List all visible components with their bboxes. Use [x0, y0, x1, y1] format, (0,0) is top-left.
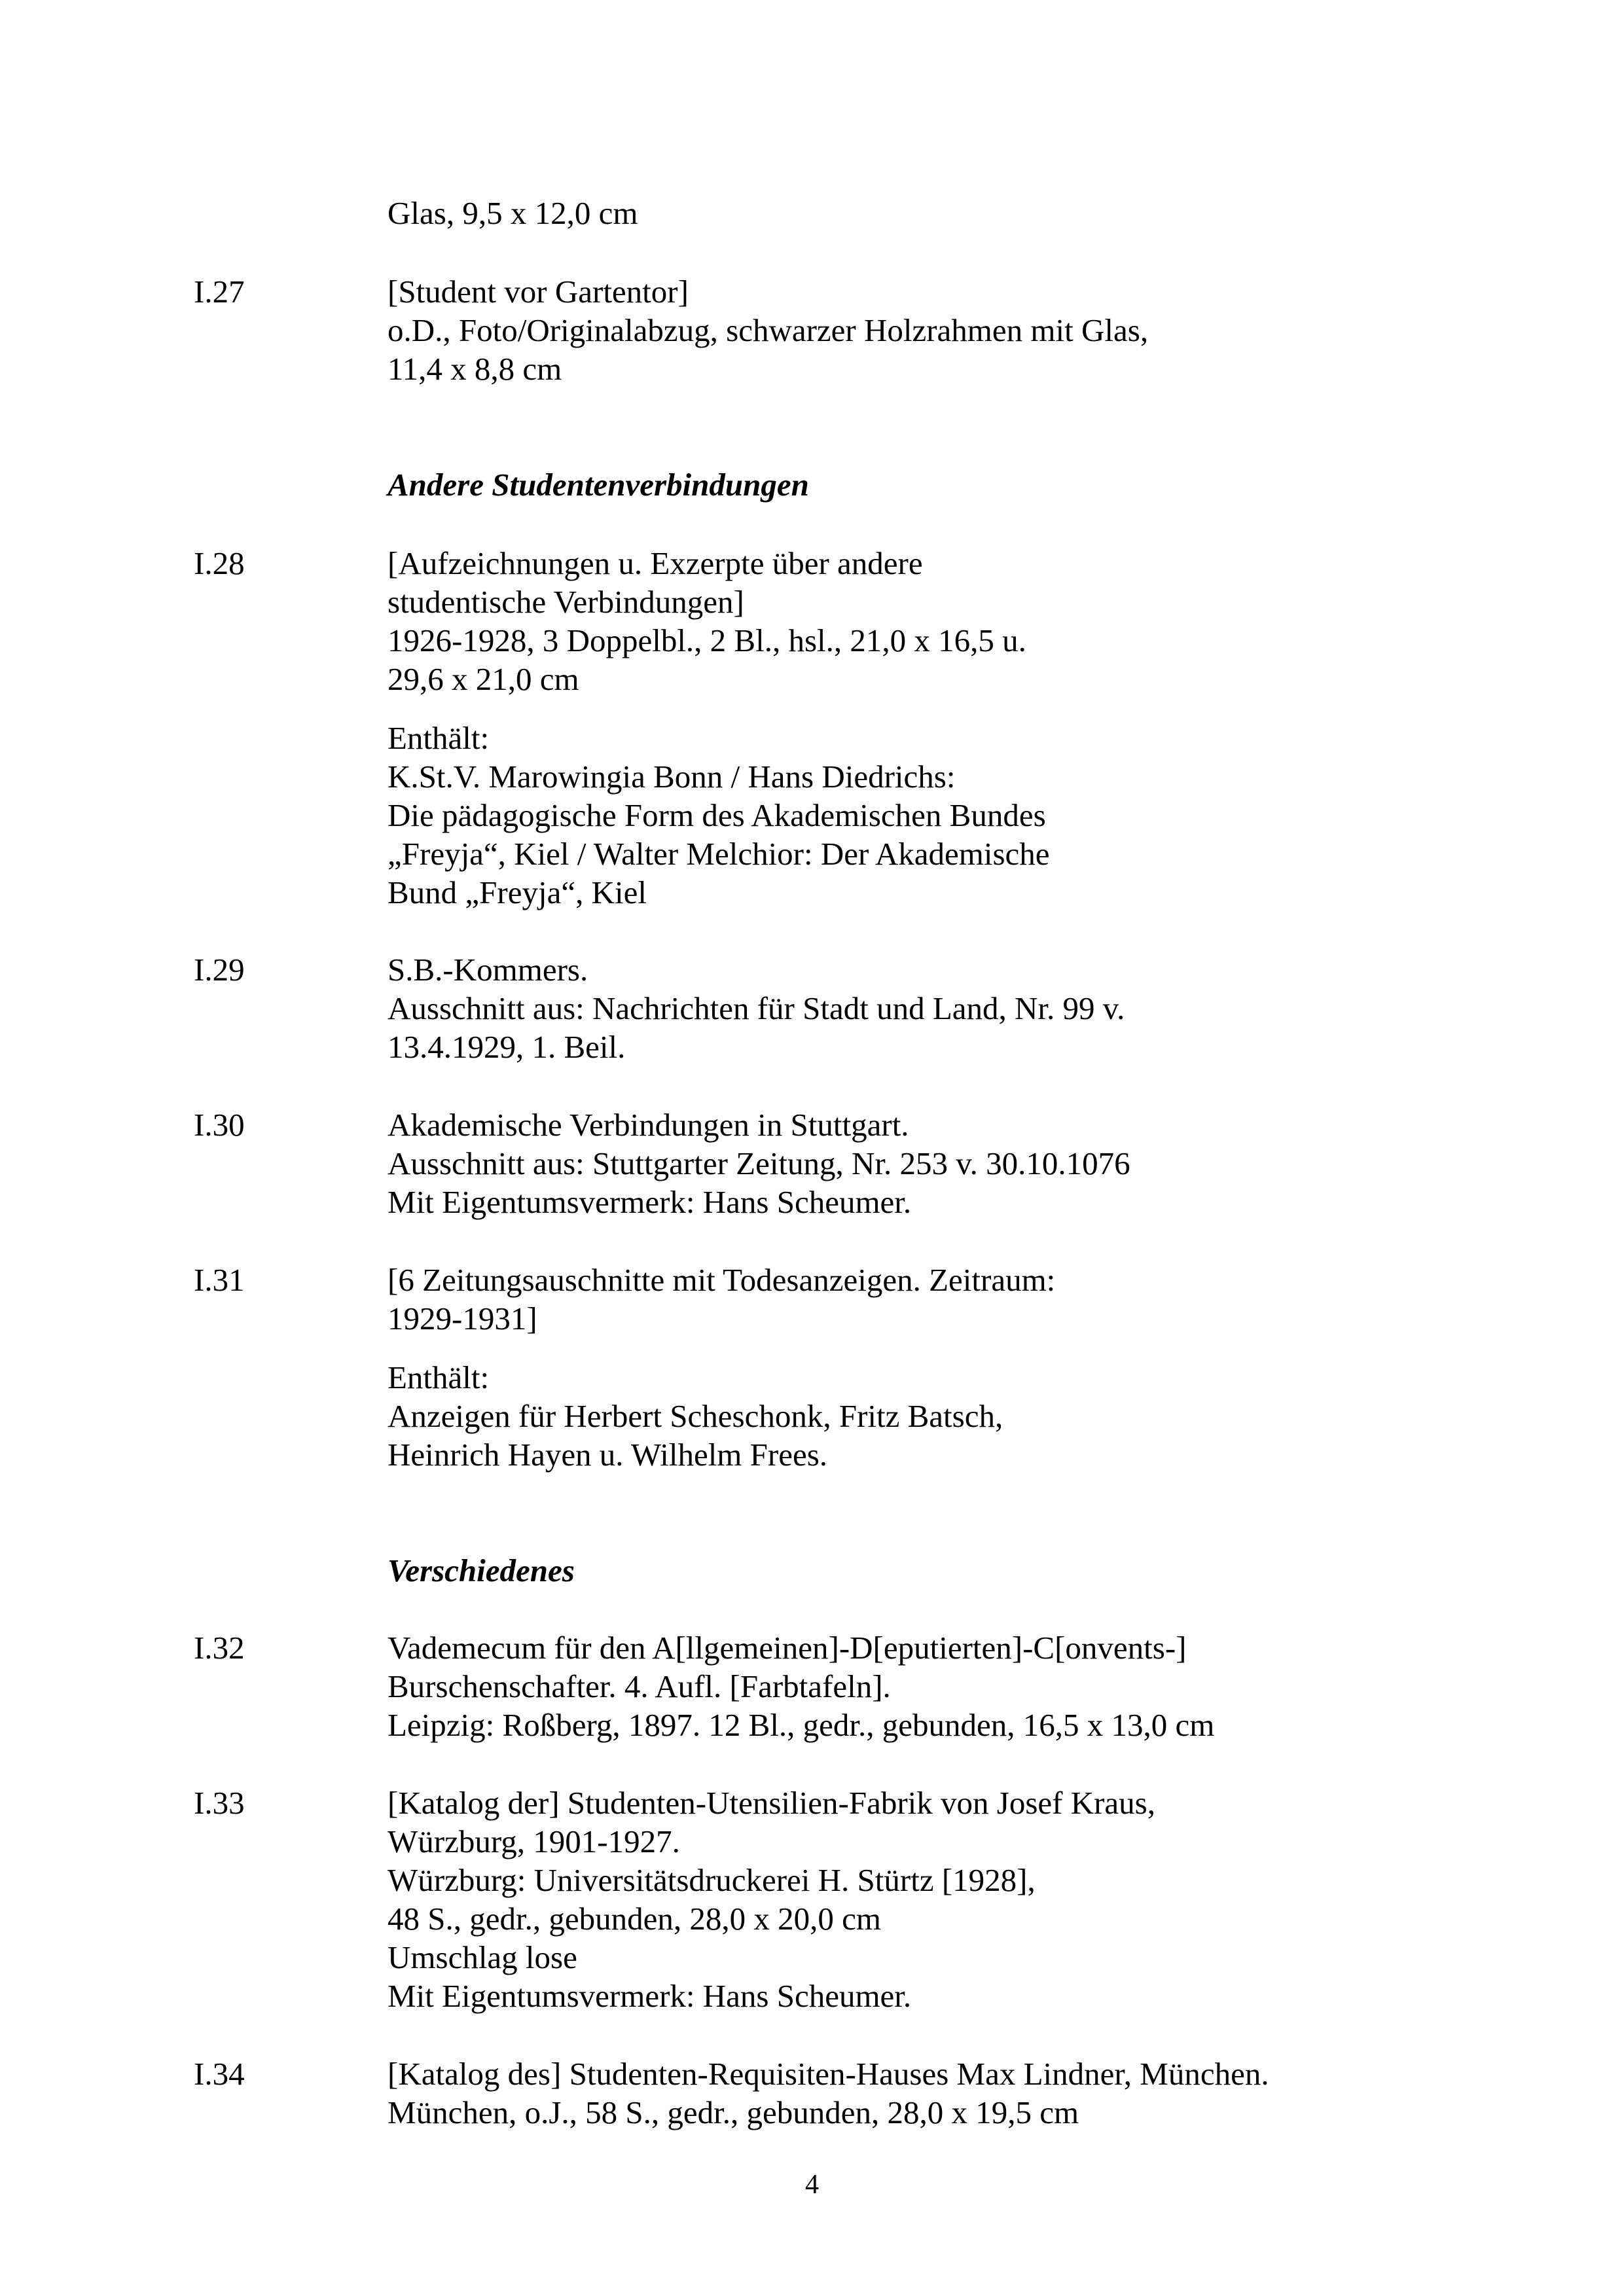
- entry-line: 13.4.1929, 1. Beil.: [388, 1029, 626, 1065]
- continuation-line: Glas, 9,5 x 12,0 cm: [388, 195, 638, 231]
- entry-number: I.33: [194, 1785, 245, 1821]
- entry-number: I.30: [194, 1107, 245, 1143]
- entry-line: Ausschnitt aus: Nachrichten für Stadt und Land, Nr. 99 v.: [388, 990, 1125, 1026]
- section-heading: Verschiedenes: [388, 1552, 575, 1588]
- entry-line: Vademecum für den A[llgemeinen]-D[eputierten]-C[onvents-]: [388, 1630, 1187, 1666]
- contents-line: Enthält:: [388, 720, 490, 756]
- section-heading: Andere Studentenverbindungen: [388, 467, 809, 503]
- contents-line: Enthält:: [388, 1359, 490, 1395]
- entry-line: o.D., Foto/Originalabzug, schwarzer Holzrahmen mit Glas,: [388, 312, 1149, 348]
- entry-line: Würzburg: Universitätsdruckerei H. Stürtz [1928],: [388, 1862, 1036, 1898]
- entry-number: I.31: [194, 1262, 245, 1298]
- entry-line: Akademische Verbindungen in Stuttgart.: [388, 1107, 909, 1143]
- contents-line: „Freyja“, Kiel / Walter Melchior: Der Akademische: [388, 836, 1050, 872]
- contents-line: Bund „Freyja“, Kiel: [388, 874, 647, 910]
- contents-line: Anzeigen für Herbert Scheschonk, Fritz Batsch,: [388, 1398, 1003, 1434]
- entry-line: München, o.J., 58 S., gedr., gebunden, 28,0 x 19,5 cm: [388, 2094, 1079, 2130]
- entry-line: Mit Eigentumsvermerk: Hans Scheumer.: [388, 1978, 912, 2014]
- entry-line: 11,4 x 8,8 cm: [388, 351, 562, 387]
- entry-line: [Student vor Gartentor]: [388, 274, 689, 310]
- entry-line: 29,6 x 21,0 cm: [388, 661, 579, 697]
- entry-line: Burschenschafter. 4. Aufl. [Farbtafeln].: [388, 1668, 891, 1704]
- entry-line: Ausschnitt aus: Stuttgarter Zeitung, Nr. 253 v. 30.10.1076: [388, 1145, 1130, 1181]
- entry-line: Umschlag lose: [388, 1939, 577, 1975]
- entry-line: studentische Verbindungen]: [388, 584, 744, 620]
- entry-number: I.29: [194, 952, 245, 988]
- entry-line: Mit Eigentumsvermerk: Hans Scheumer.: [388, 1184, 912, 1220]
- entry-line: [6 Zeitungsauschnitte mit Todesanzeigen. Zeitraum:: [388, 1262, 1056, 1298]
- entry-line: 1926-1928, 3 Doppelbl., 2 Bl., hsl., 21,0 x 16,5 u.: [388, 622, 1026, 658]
- entry-line: [Katalog der] Studenten-Utensilien-Fabrik von Josef Kraus,: [388, 1785, 1155, 1821]
- entry-number: I.32: [194, 1630, 245, 1666]
- entry-number: I.28: [194, 545, 245, 581]
- contents-line: K.St.V. Marowingia Bonn / Hans Diedrichs:: [388, 759, 956, 795]
- entry-line: [Katalog des] Studenten-Requisiten-Hauses Max Lindner, München.: [388, 2056, 1269, 2092]
- contents-line: Heinrich Hayen u. Wilhelm Frees.: [388, 1437, 828, 1473]
- entry-line: S.B.-Kommers.: [388, 952, 588, 988]
- entry-number: I.34: [194, 2056, 245, 2092]
- entry-line: Leipzig: Roßberg, 1897. 12 Bl., gedr., gebunden, 16,5 x 13,0 cm: [388, 1707, 1215, 1743]
- entry-line: 48 S., gedr., gebunden, 28,0 x 20,0 cm: [388, 1901, 881, 1937]
- entry-line: 1929-1931]: [388, 1300, 537, 1336]
- entry-line: [Aufzeichnungen u. Exzerpte über andere: [388, 545, 923, 581]
- entry-number: I.27: [194, 274, 245, 310]
- page-number: 4: [805, 2170, 819, 2200]
- entry-line: Würzburg, 1901-1927.: [388, 1823, 680, 1859]
- contents-line: Die pädagogische Form des Akademischen Bundes: [388, 797, 1046, 833]
